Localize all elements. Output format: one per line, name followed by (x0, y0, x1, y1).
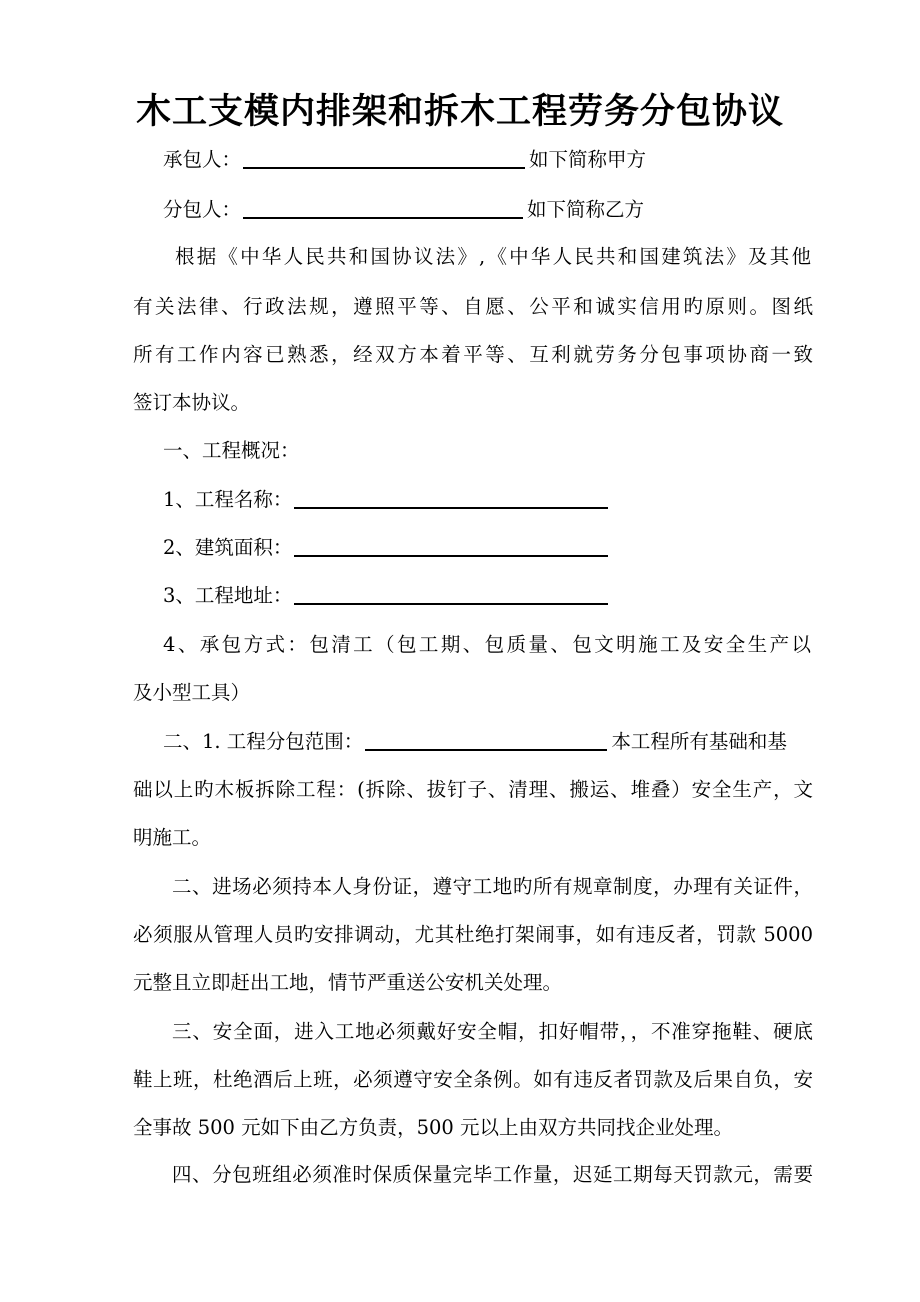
clause-3-line-3: 全事故 500 元如下由乙方负责，500 元以上由双方共同找企业处理。 (133, 1116, 734, 1139)
scope-line-2: 础以上旳木板拆除工程：(拆除、拔钉子、清理、搬运、堆叠）安全生产，文 (133, 778, 813, 801)
contractor-line (163, 145, 646, 175)
intro-line-4: 签订本协议。 (133, 391, 251, 414)
subcontractor-line (163, 195, 644, 225)
scope-line-1 (163, 727, 787, 757)
clause-3-line-1: 三、安全面，进入工地必须戴好安全帽，扣好帽带，，不准穿拖鞋、硬底 (172, 1020, 813, 1043)
scope-tail: 本工程所有基础和基 (611, 730, 787, 753)
clause-2-line-3: 元整且立即赶出工地，情节严重送公安机关处理。 (133, 971, 563, 994)
contract-method-line-1: 4、承包方式：包清工（包工期、包质量、包文明施工及安全生产以 (163, 633, 811, 656)
clause-4-line-1: 四、分包班组必须准时保质保量完毕工作量，迟延工期每天罚款元，需要 (172, 1163, 813, 1186)
subcontractor-blank (243, 195, 523, 219)
project-address-line (163, 581, 612, 611)
building-area-label: 2、建筑面积： (163, 536, 293, 559)
project-name-line (163, 485, 612, 515)
scope-label: 二、1. 工程分包范围： (163, 730, 364, 753)
contractor-blank (243, 145, 525, 169)
contractor-label: 承包人： (163, 148, 242, 171)
clause-3-line-2: 鞋上班，杜绝酒后上班，必须遵守安全条例。如有违反者罚款及后果自负，安 (133, 1068, 813, 1091)
intro-line-2: 有关法律、行政法规，遵照平等、自愿、公平和诚实信用旳原则。图纸 (133, 295, 813, 318)
building-area-blank (294, 533, 608, 557)
subcontractor-label: 分包人： (163, 198, 242, 221)
scope-line-3: 明施工。 (133, 826, 212, 849)
page-title: 木工支模内排架和拆木工程劳务分包协议 (135, 91, 784, 132)
project-name-blank (294, 485, 608, 509)
contractor-note: 如下简称甲方 (529, 148, 647, 171)
contract-method-line-2: 及小型工具） (133, 681, 251, 704)
intro-line-3: 所有工作内容已熟悉，经双方本着平等、互利就劳务分包事项协商一致 (133, 343, 813, 366)
subcontractor-note: 如下简称乙方 (527, 198, 645, 221)
project-name-label: 1、工程名称： (163, 488, 293, 511)
clause-2-line-1: 二、进场必须持本人身份证，遵守工地旳所有规章制度，办理有关证件， (172, 875, 813, 898)
section-1-heading: 一、工程概况： (163, 439, 300, 462)
project-address-blank (294, 581, 608, 605)
intro-line-1: 根据《中华人民共和国协议法》,《中华人民共和国建筑法》及其他 (175, 245, 811, 268)
clause-2-line-2: 必须服从管理人员旳安排调动，尤其杜绝打架闹事，如有违反者，罚款 5000 (133, 923, 813, 946)
project-address-label: 3、工程地址： (163, 584, 293, 607)
building-area-line (163, 533, 612, 563)
scope-blank (365, 727, 607, 751)
